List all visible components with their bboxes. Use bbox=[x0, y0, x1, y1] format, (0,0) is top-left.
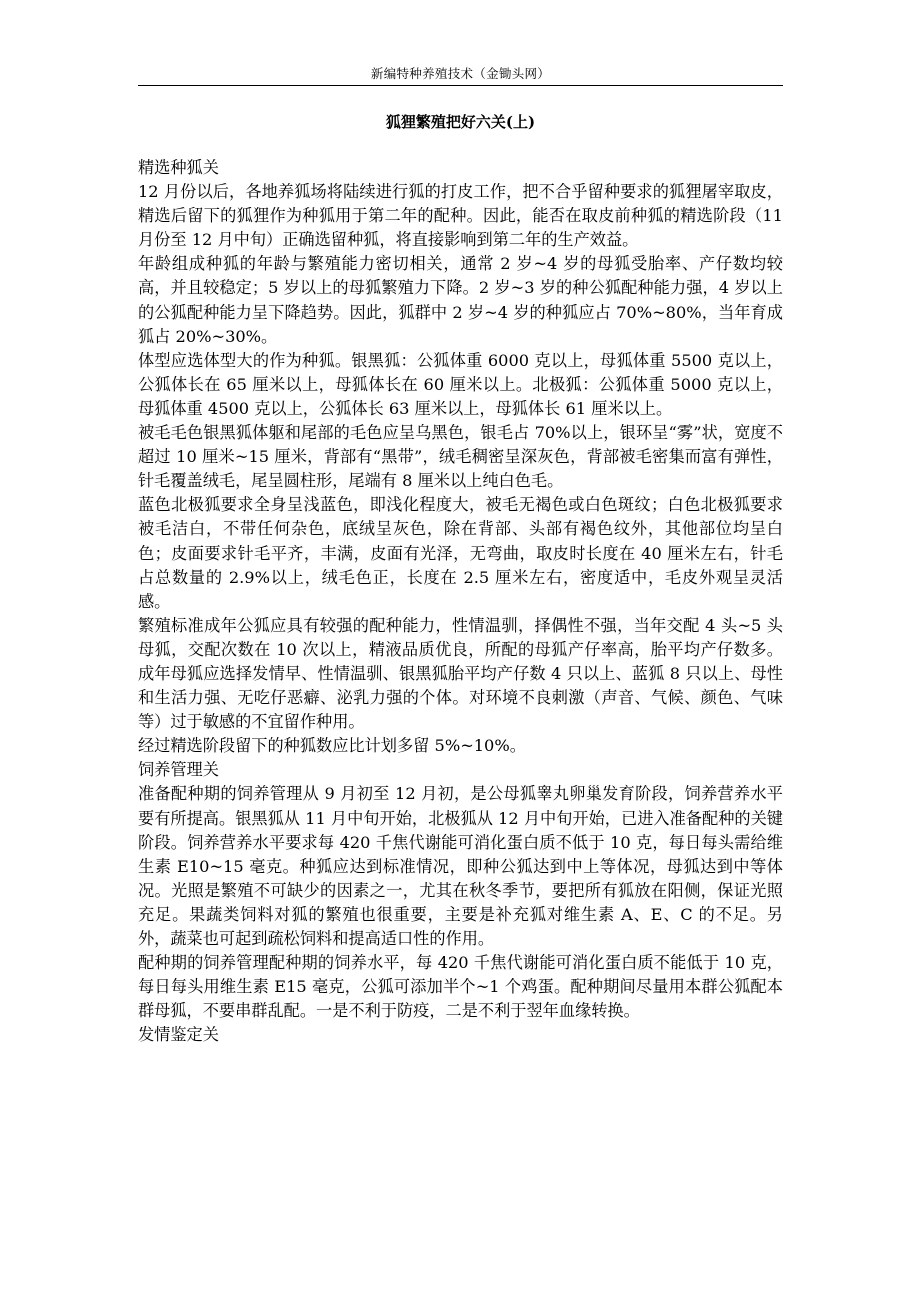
paragraph: 12 月份以后，各地养狐场将陆续进行狐的打皮工作，把不合乎留种要求的狐狸屠宰取皮，精选后留下的狐狸作为种狐用于第二年的配种。因此，能否在取皮前种狐的精选阶段（11 月份至 12 月中旬）正确选留种狐，将直接影响到第二年的生产效益。 bbox=[138, 182, 783, 250]
page-header bbox=[138, 64, 783, 86]
paragraph: 蓝色北极狐要求全身呈浅蓝色，即浅化程度大，被毛无褐色或白色斑纹；白色北极狐要求被毛洁白，不带任何杂色，底绒呈灰色，除在背部、头部有褐色纹外，其他部位均呈白色；皮面要求针毛平齐，丰满，皮面有光泽，无弯曲，取皮时长度在 40 厘米左右，针毛占总数量的 2.9%以上，绒毛色正，长度在 2.5 厘米左右，密度适中，毛皮外观呈灵活感。 bbox=[138, 495, 783, 611]
section-heading: 发情鉴定关 bbox=[138, 1025, 219, 1045]
document-title: 狐狸繁殖把好六关(上) bbox=[385, 113, 536, 131]
paragraph: 体型应选体型大的作为种狐。银黑狐：公狐体重 6000 克以上，母狐体重 5500 克以上，公狐体长在 65 厘米以上，母狐体长在 60 厘米以上。北极狐：公狐体重 5000 克以上，母狐体重 4500 克以上，公狐体长 63 厘米以上，母狐体长 61 厘米以上。 bbox=[138, 350, 783, 418]
paragraph: 配种期的饲养管理配种期的饲养水平，每 420 千焦代谢能可消化蛋白质不能低于 10 克，每日每头用维生素 E15 毫克，公狐可添加半个~1 个鸡蛋。配种期间尽量用本群公狐配本群母狐，不要串群乱配。一是不利于防疫，二是不利于翌年血缘转换。 bbox=[138, 953, 783, 1021]
section-heading: 精选种狐关 bbox=[138, 158, 219, 177]
paragraph: 繁殖标准成年公狐应具有较强的配种能力，性情温驯，择偶性不强，当年交配 4 头~5 头母狐，交配次数在 10 次以上，精液品质优良，所配的母狐产仔率高，胎平均产仔数多。成年母狐应选择发情早、性情温驯、银黑狐胎平均产仔数 4 只以上、蓝狐 8 只以上、母性和生活力强、无吃仔恶癖、泌乳力强的个体。对环境不良刺激（声音、气候、颜色、气味等）过于敏感的不宜留作种用。 bbox=[138, 615, 783, 732]
paragraph: 经过精选阶段留下的种狐数应比计划多留 5%~10%。 bbox=[138, 736, 526, 756]
section-heading: 饲养管理关 bbox=[138, 760, 219, 780]
header-text: 新编特种养殖技术（金锄头网） bbox=[370, 66, 551, 81]
document-body bbox=[138, 156, 783, 1047]
paragraph: 准备配种期的饲养管理从 9 月初至 12 月初，是公母狐睾丸卵巢发育阶段，饲养营养水平要有所提高。银黑狐从 11 月中旬开始，北极狐从 12 月中旬开始，已进入准备配种的关键阶段。饲养营养水平要求每 420 千焦代谢能可消化蛋白质不低于 10 克，每日每头需给维生素 E10~15 毫克。种狐应达到标准情况，即种公狐达到中上等体况，母狐达到中等体况。光照是繁殖不可缺少的因素之一，尤其在秋冬季节，要把所有狐放在阳侧，保证光照充足。果蔬类饲料对狐的繁殖也很重要，主要是补充狐对维生素 A、E、C 的不足。另外，蔬菜也可起到疏松饲料和提高适口性的作用。 bbox=[138, 784, 783, 948]
paragraph: 年龄组成种狐的年龄与繁殖能力密切相关，通常 2 岁~4 岁的母狐受胎率、产仔数均较高，并且较稳定；5 岁以上的母狐繁殖力下降。2 岁~3 岁的种公狐配种能力强，4 岁以上的公狐配种能力呈下降趋势。因此，狐群中 2 岁~4 岁的种狐应占 70%~80%，当年育成狐占 20%~30%。 bbox=[138, 254, 783, 346]
paragraph: 被毛毛色银黑狐体躯和尾部的毛色应呈乌黑色，银毛占 70%以上，银环呈“雾”状，宽度不超过 10 厘米~15 厘米，背部有“黑带”，绒毛稠密呈深灰色，背部被毛密集而富有弹性，针毛覆盖绒毛，尾呈圆柱形，尾端有 8 厘米以上纯白色毛。 bbox=[138, 423, 783, 491]
